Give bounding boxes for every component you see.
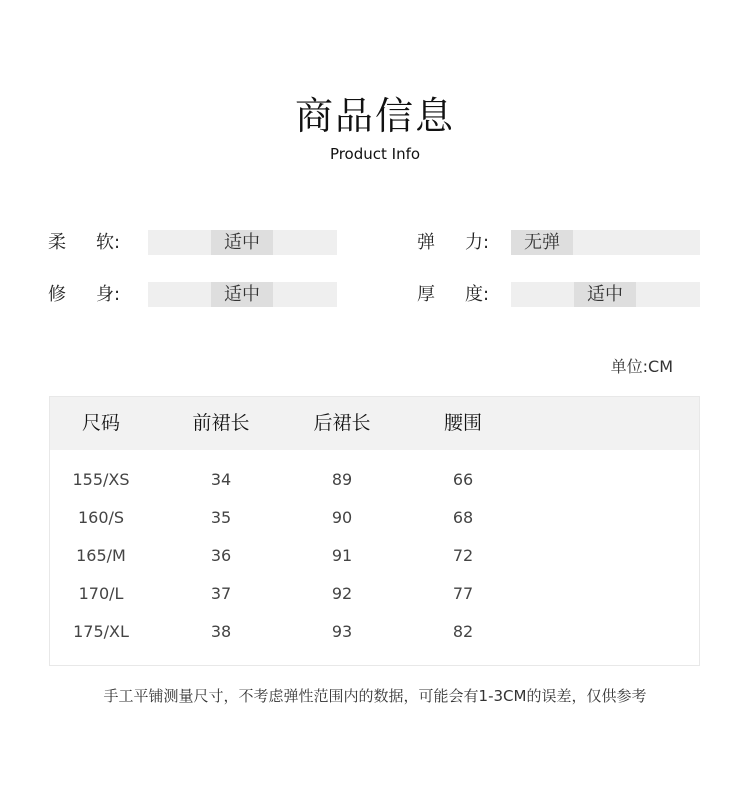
table-cell: 90: [331, 508, 353, 527]
table-cell: 35: [210, 508, 232, 527]
table-cell: 34: [210, 470, 232, 489]
table-header: [50, 397, 699, 450]
attr-fit-value: 适中: [211, 282, 273, 307]
attr-label-char: 软:: [96, 232, 121, 253]
table-row: [50, 461, 699, 499]
unit-label: 单位:CM: [610, 357, 673, 376]
attr-thickness-scale: [511, 282, 700, 307]
attr-label-char: 厚: [417, 284, 435, 305]
table-cell: 91: [331, 546, 353, 565]
table-cell: 160/S: [77, 508, 125, 527]
attr-label-char: 力:: [465, 232, 490, 253]
attr-label-char: 修: [48, 284, 66, 305]
table-row: [50, 613, 699, 651]
page-title: 商品信息: [294, 94, 455, 138]
attr-elasticity-label: [417, 230, 507, 256]
table-cell: 72: [452, 546, 474, 565]
table-cell: 77: [452, 584, 474, 603]
measurement-note: 手工平铺测量尺寸，不考虑弹性范围内的数据，可能会有1-3CM的误差，仅供参考: [103, 687, 647, 705]
header-front-length: 前裙长: [192, 412, 250, 434]
attr-label-char: 身:: [96, 284, 121, 305]
table-cell: 38: [210, 622, 232, 641]
attr-fit-scale: [148, 282, 337, 307]
table-row: [50, 499, 699, 537]
attr-softness-value: 适中: [211, 230, 273, 255]
table-row: [50, 537, 699, 575]
table-cell: 92: [331, 584, 353, 603]
attr-softness-scale: [148, 230, 337, 255]
table-row: [50, 575, 699, 613]
table-cell: 36: [210, 546, 232, 565]
table-cell: 93: [331, 622, 353, 641]
size-table: [49, 396, 700, 666]
page-subtitle: Product Info: [329, 145, 421, 163]
attr-label-char: 柔: [48, 232, 66, 253]
attr-fit-label: [48, 282, 138, 308]
header-back-length: 后裙长: [313, 412, 371, 434]
table-cell: 89: [331, 470, 353, 489]
attr-elasticity-value: 无弹: [511, 230, 573, 255]
table-cell: 82: [452, 622, 474, 641]
table-cell: 68: [452, 508, 474, 527]
table-cell: 170/L: [78, 584, 124, 603]
table-cell: 37: [210, 584, 232, 603]
table-cell: 66: [452, 470, 474, 489]
attr-label-char: 弹: [417, 232, 435, 253]
table-cell: 165/M: [76, 546, 126, 565]
attr-thickness-value: 适中: [574, 282, 636, 307]
attr-thickness-label: [417, 282, 507, 308]
attr-softness-label: [48, 230, 138, 256]
attr-elasticity-scale: [511, 230, 700, 255]
table-cell: 175/XL: [73, 622, 129, 641]
header-waist: 腰围: [443, 412, 482, 434]
table-cell: 155/XS: [72, 470, 130, 489]
attr-label-char: 度:: [465, 284, 490, 305]
header-size: 尺码: [81, 412, 120, 434]
